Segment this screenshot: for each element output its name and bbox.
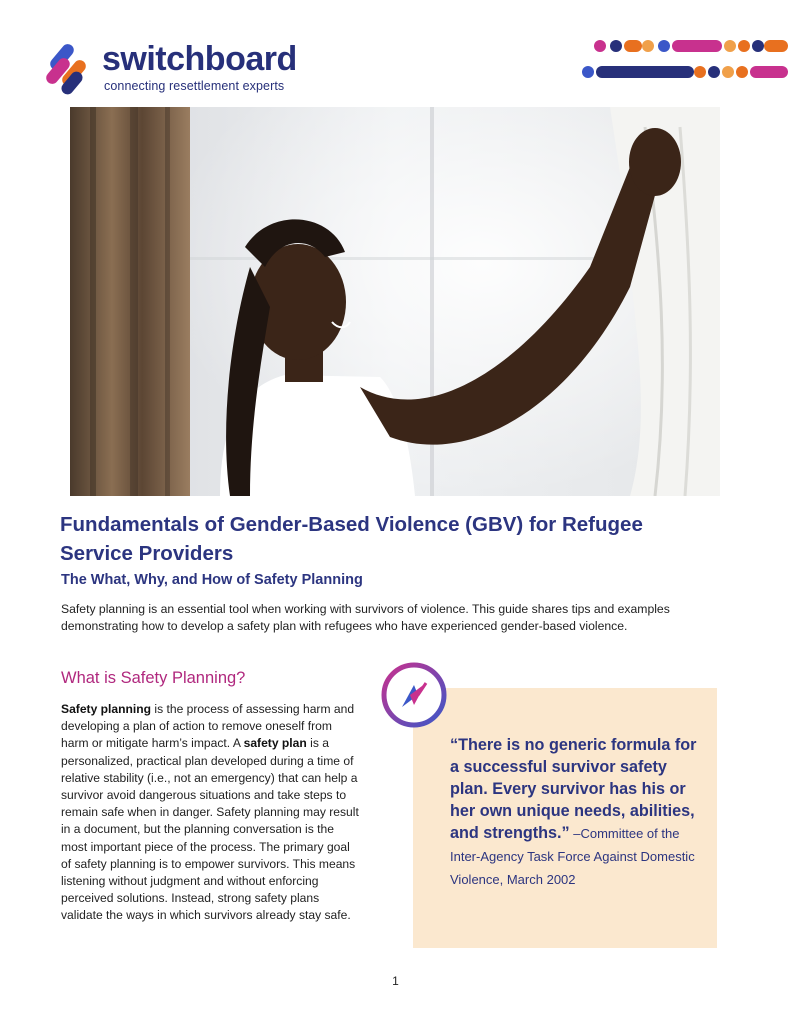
body-text-part-1: is the process of assessing harm and developing a plan of action to remove oneself from harm or mitigate harm’s impact. A xyxy=(61,702,355,751)
quote-attribution: –Committee of the Inter-Agency Task Force Against Domestic Violence, March 2002 xyxy=(450,826,695,887)
section-heading: What is Safety Planning? xyxy=(61,669,246,687)
intro-paragraph: Safety planning is an essential tool when working with survivors of violence. This guide shares tips and examples demonstrating how to develop a safety plan with refugees who have experienced gender-based violence. xyxy=(61,602,670,633)
document-subtitle: The What, Why, and How of Safety Planning xyxy=(61,572,363,588)
decorative-dot-bars xyxy=(578,38,790,84)
quote-text xyxy=(450,734,700,891)
body-text-part-2: is a personalized, practical plan developed during a time of relative stability (i.e., not an emergency) that can help a survivor avoid dangerous situations and take steps to remain safe when in danger. Safety planning may result in a document, but the planning conversation is the most important piece of the process. The primary goal of safety planning is to empower survivors. This means listening without judgment and without enforcing perceived solutions. Instead, strong safety plans validate the ways in which survivors already stay safe. xyxy=(61,736,359,923)
body-paragraph xyxy=(61,701,361,925)
quote-body: “There is no generic formula for a successful survivor safety plan. Every survivor has his or her own unique needs, abilities, and strengths.” xyxy=(450,736,697,842)
term-safety-planning: Safety planning xyxy=(61,702,152,716)
document-title: Fundamentals of Gender-Based Violence (GBV) for Refugee Service Providers xyxy=(60,513,643,565)
woman-opening-curtains-photo xyxy=(70,107,720,496)
term-safety-plan: safety plan xyxy=(243,736,307,751)
hero-photo xyxy=(70,107,720,496)
compass-arrow-icon xyxy=(380,661,448,729)
switchboard-logo xyxy=(46,40,326,100)
brand-tagline: connecting resettlement experts xyxy=(104,79,285,93)
page-number: 1 xyxy=(392,974,399,988)
brand-name: switchboard xyxy=(102,40,297,78)
switchboard-logo-mark-icon xyxy=(46,44,94,96)
